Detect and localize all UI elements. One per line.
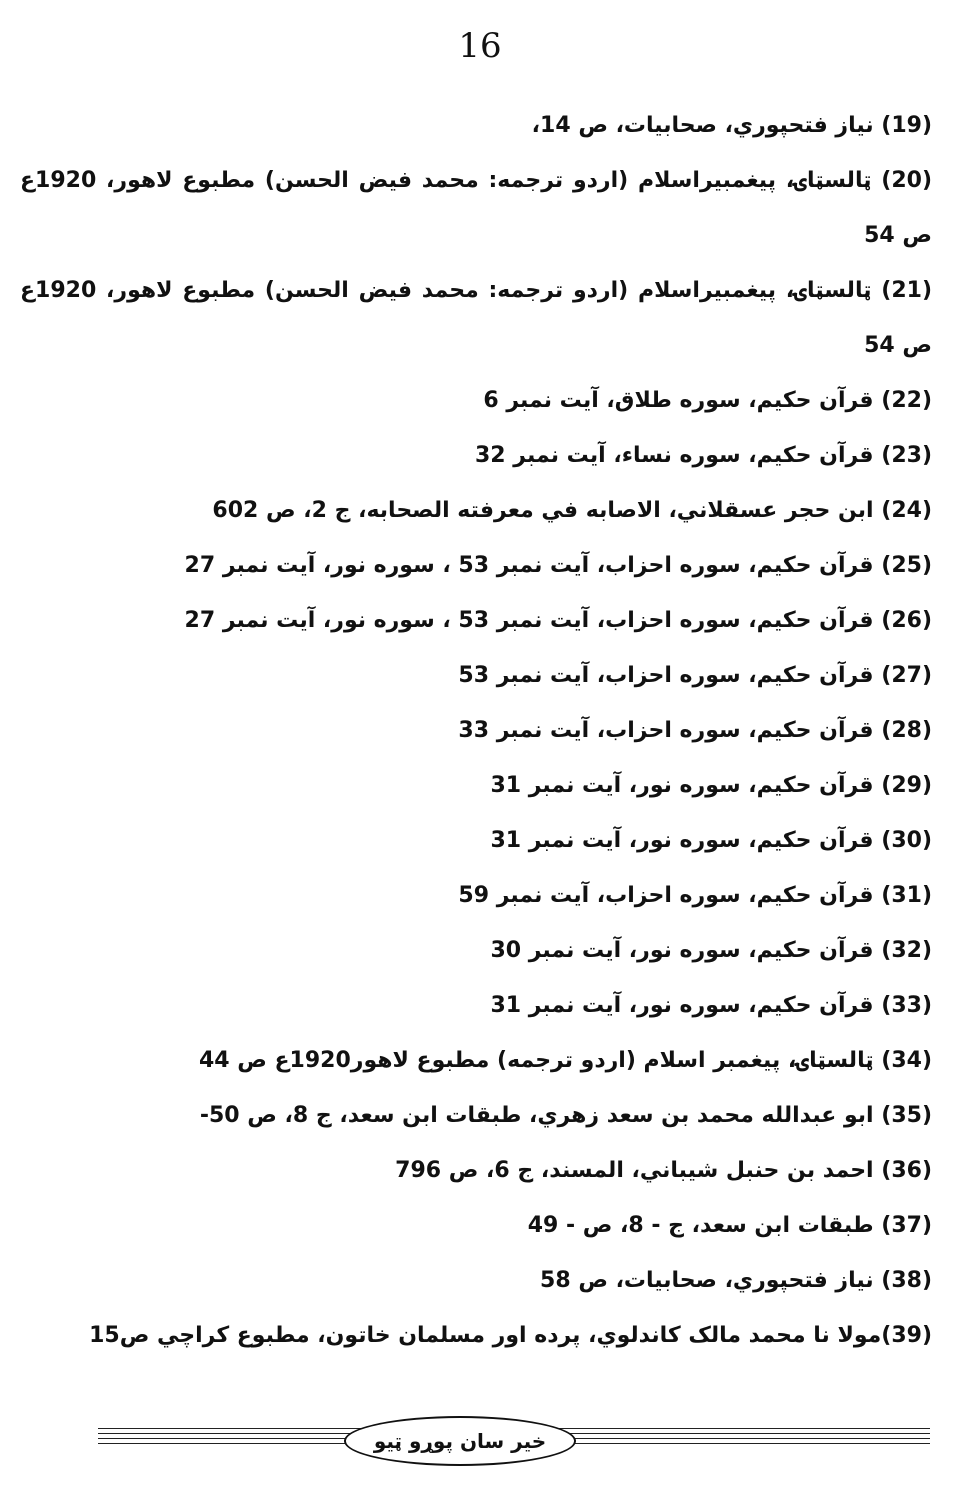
references-list (12, 98, 932, 1363)
reference-24: (24) ابن حجر عسقلاني، الاصابه في معرفته الصحابه، ج 2، ص 602 (212, 498, 932, 523)
reference-28: (28) قرآن حکیم، سوره احزاب، آیت نمبر 33 (458, 718, 932, 743)
reference-25: (25) قرآن حکیم، سوره احزاب، آیت نمبر 53 ، سوره نور، آیت نمبر 27 (184, 553, 932, 578)
reference-32: (32) قرآن حکیم، سوره نور، آیت نمبر 30 (490, 938, 932, 963)
reference-27: (27) قرآن حکیم، سوره احزاب، آیت نمبر 53 (458, 663, 932, 688)
reference-39: (39)مولا نا محمد مالک کاندلوي، پرده اور مسلمان خاتون، مطبوع کراچي ص15 (89, 1323, 932, 1348)
reference-26: (26) قرآن حکیم، سوره احزاب، آیت نمبر 53 ، سوره نور، آیت نمبر 27 (184, 608, 932, 633)
footer-banner-text: خیر سان پوړو ټیو (373, 1429, 547, 1453)
reference-23: (23) قرآن حکیم، سوره نساء، آیت نمبر 32 (475, 443, 932, 468)
reference-33: (33) قرآن حکیم، سوره نور، آیت نمبر 31 (490, 993, 932, 1018)
page-number: 16 (458, 26, 502, 66)
reference-35: (35) ابو عبدالله محمد بن سعد زهري، طبقات ابن سعد، ج 8، ص 50- (199, 1103, 932, 1128)
footer-banner (344, 1416, 576, 1466)
reference-34: (34) ټالسټاۍ، پیغمبر اسلام (اردو ترجمه) مطبوع لاهور1920ع ص 44 (198, 1048, 932, 1073)
reference-21: (21) ټالسټاۍ، پیغمبیراسلام (اردو ترجمه: محمد فیض الحسن) مطبوع لاهور، 1920ع ص 54 (12, 278, 932, 358)
reference-36: (36) احمد بن حنبل شیباني، المسند، ج 6، ص 796 (395, 1158, 932, 1183)
reference-19: (19) نیاز فتحپوري، صحابیات، ص 14، (531, 113, 932, 138)
reference-31: (31) قرآن حکیم، سوره احزاب، آیت نمبر 59 (458, 883, 932, 908)
reference-22: (22) قرآن حکیم، سوره طلاق، آیت نمبر 6 (483, 388, 932, 413)
reference-38: (38) نیاز فتحپوري، صحابیات، ص 58 (540, 1268, 932, 1293)
footer-ornament (98, 1412, 930, 1468)
reference-20: (20) ټالسټاۍ، پیغمبیراسلام (اردو ترجمه: محمد فیض الحسن) مطبوع لاهور، 1920ع ص 54 (12, 168, 932, 248)
reference-30: (30) قرآن حکیم، سوره نور، آیت نمبر 31 (490, 828, 932, 853)
reference-29: (29) قرآن حکیم، سوره نور، آیت نمبر 31 (490, 773, 932, 798)
reference-37: (37) طبقات ابن سعد، ج - 8، ص - 49 (527, 1213, 932, 1238)
